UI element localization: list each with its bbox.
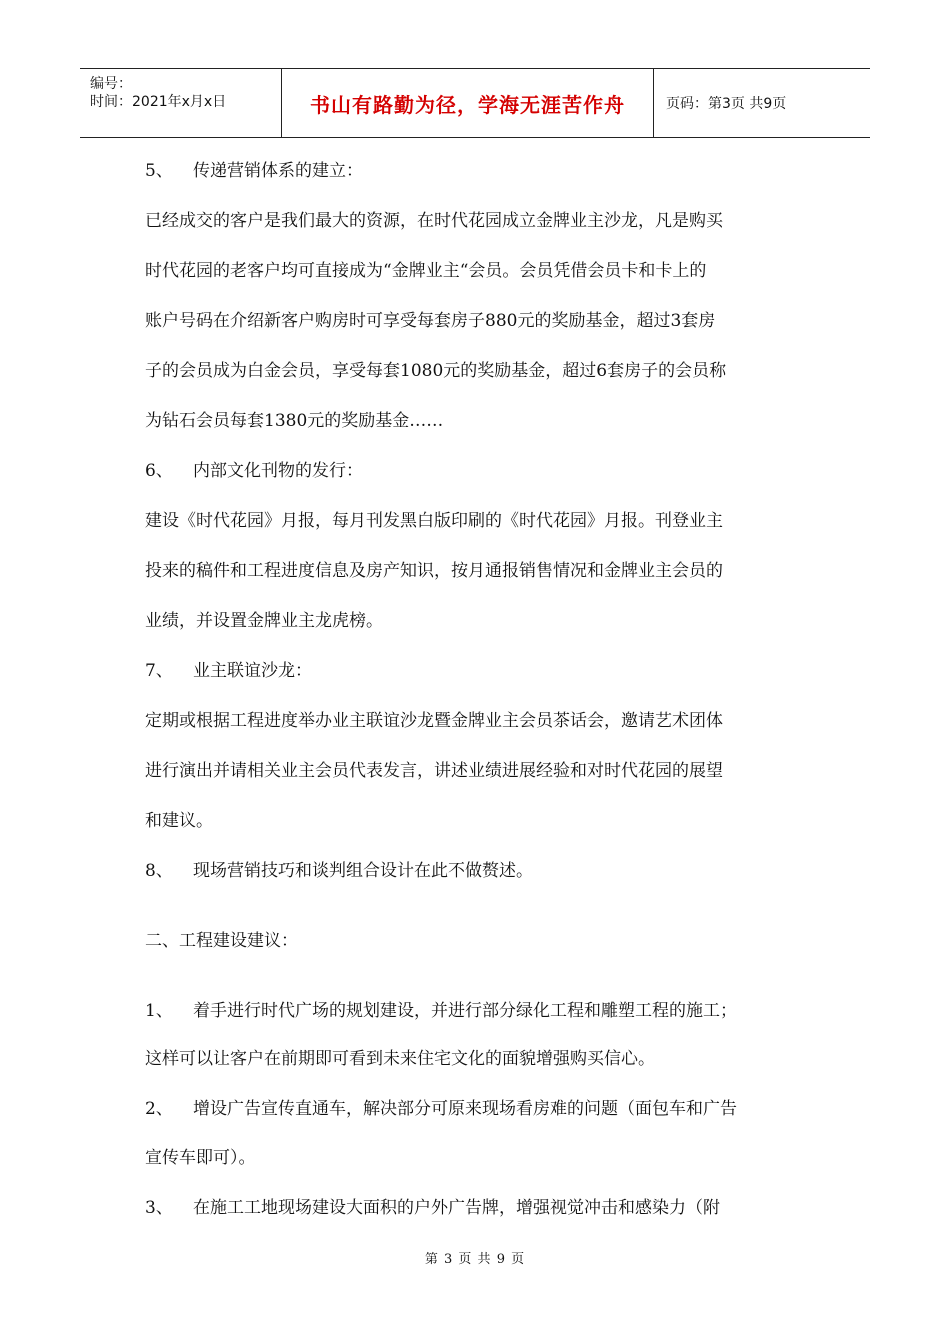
header-motto: 书山有路勤为径，学海无涯苦作舟 xyxy=(282,69,654,137)
header-time-label: 时间：2021年x月x日 xyxy=(90,94,227,110)
list-item xyxy=(145,460,363,482)
page-header xyxy=(80,68,870,138)
list-item xyxy=(145,1000,737,1022)
item-number: 3、 xyxy=(145,1198,173,1218)
item-heading: 在施工工地现场建设大面积的户外广告牌，增强视觉冲击和感染力（附 xyxy=(193,1198,720,1218)
paragraph-line: 为钻石会员每套1380元的奖励基金…… xyxy=(145,411,444,431)
item-heading: 内部文化刊物的发行： xyxy=(193,461,363,481)
item-heading: 着手进行时代广场的规划建设，并进行部分绿化工程和雕塑工程的施工； xyxy=(193,1001,737,1021)
item-heading: 增设广告宣传直通车，解决部分可原来现场看房难的问题（面包车和广告 xyxy=(193,1099,737,1119)
item-number: 1、 xyxy=(145,1001,173,1021)
header-number-label: 编号： xyxy=(90,76,132,92)
list-item xyxy=(145,660,312,682)
list-item xyxy=(145,1197,720,1219)
paragraph-line: 已经成交的客户是我们最大的资源，在时代花园成立金牌业主沙龙，凡是购买 xyxy=(145,211,723,231)
item-number: 2、 xyxy=(145,1099,173,1119)
list-item xyxy=(145,1098,737,1120)
paragraph-line: 这样可以让客户在前期即可看到未来住宅文化的面貌增强购买信心。 xyxy=(145,1049,655,1069)
paragraph-line: 账户号码在介绍新客户购房时可享受每套房子880元的奖励基金，超过3套房 xyxy=(145,311,716,331)
item-heading: 现场营销技巧和谈判组合设计在此不做赘述。 xyxy=(193,861,533,881)
item-heading: 传递营销体系的建立： xyxy=(193,161,363,181)
item-number: 6、 xyxy=(145,461,173,481)
paragraph-line: 定期或根据工程进度举办业主联谊沙龙暨金牌业主会员茶话会，邀请艺术团体 xyxy=(145,711,723,731)
item-number: 8、 xyxy=(145,861,173,881)
item-number: 5、 xyxy=(145,161,173,181)
section-title: 二、工程建设建议： xyxy=(145,931,298,951)
paragraph-line: 建设《时代花园》月报，每月刊发黑白版印刷的《时代花园》月报。刊登业主 xyxy=(145,511,723,531)
page-footer: 第 3 页 共 9 页 xyxy=(424,1252,526,1267)
header-page-info: 页码：第3页 共9页 xyxy=(666,96,787,112)
item-heading: 业主联谊沙龙： xyxy=(193,661,312,681)
paragraph-line: 和建议。 xyxy=(145,811,213,831)
header-info-cell xyxy=(80,69,282,137)
paragraph-line: 宣传车即可）。 xyxy=(145,1148,256,1168)
paragraph-line: 进行演出并请相关业主会员代表发言，讲述业绩进展经验和对时代花园的展望 xyxy=(145,761,723,781)
paragraph-line: 投来的稿件和工程进度信息及房产知识，按月通报销售情况和金牌业主会员的 xyxy=(145,561,723,581)
list-item xyxy=(145,160,363,182)
item-number: 7、 xyxy=(145,661,173,681)
paragraph-line: 业绩，并设置金牌业主龙虎榜。 xyxy=(145,611,383,631)
paragraph-line: 子的会员成为白金会员，享受每套1080元的奖励基金，超过6套房子的会员称 xyxy=(145,361,727,381)
paragraph-line: 时代花园的老客户均可直接成为“金牌业主“会员。会员凭借会员卡和卡上的 xyxy=(145,261,707,281)
list-item xyxy=(145,860,533,882)
